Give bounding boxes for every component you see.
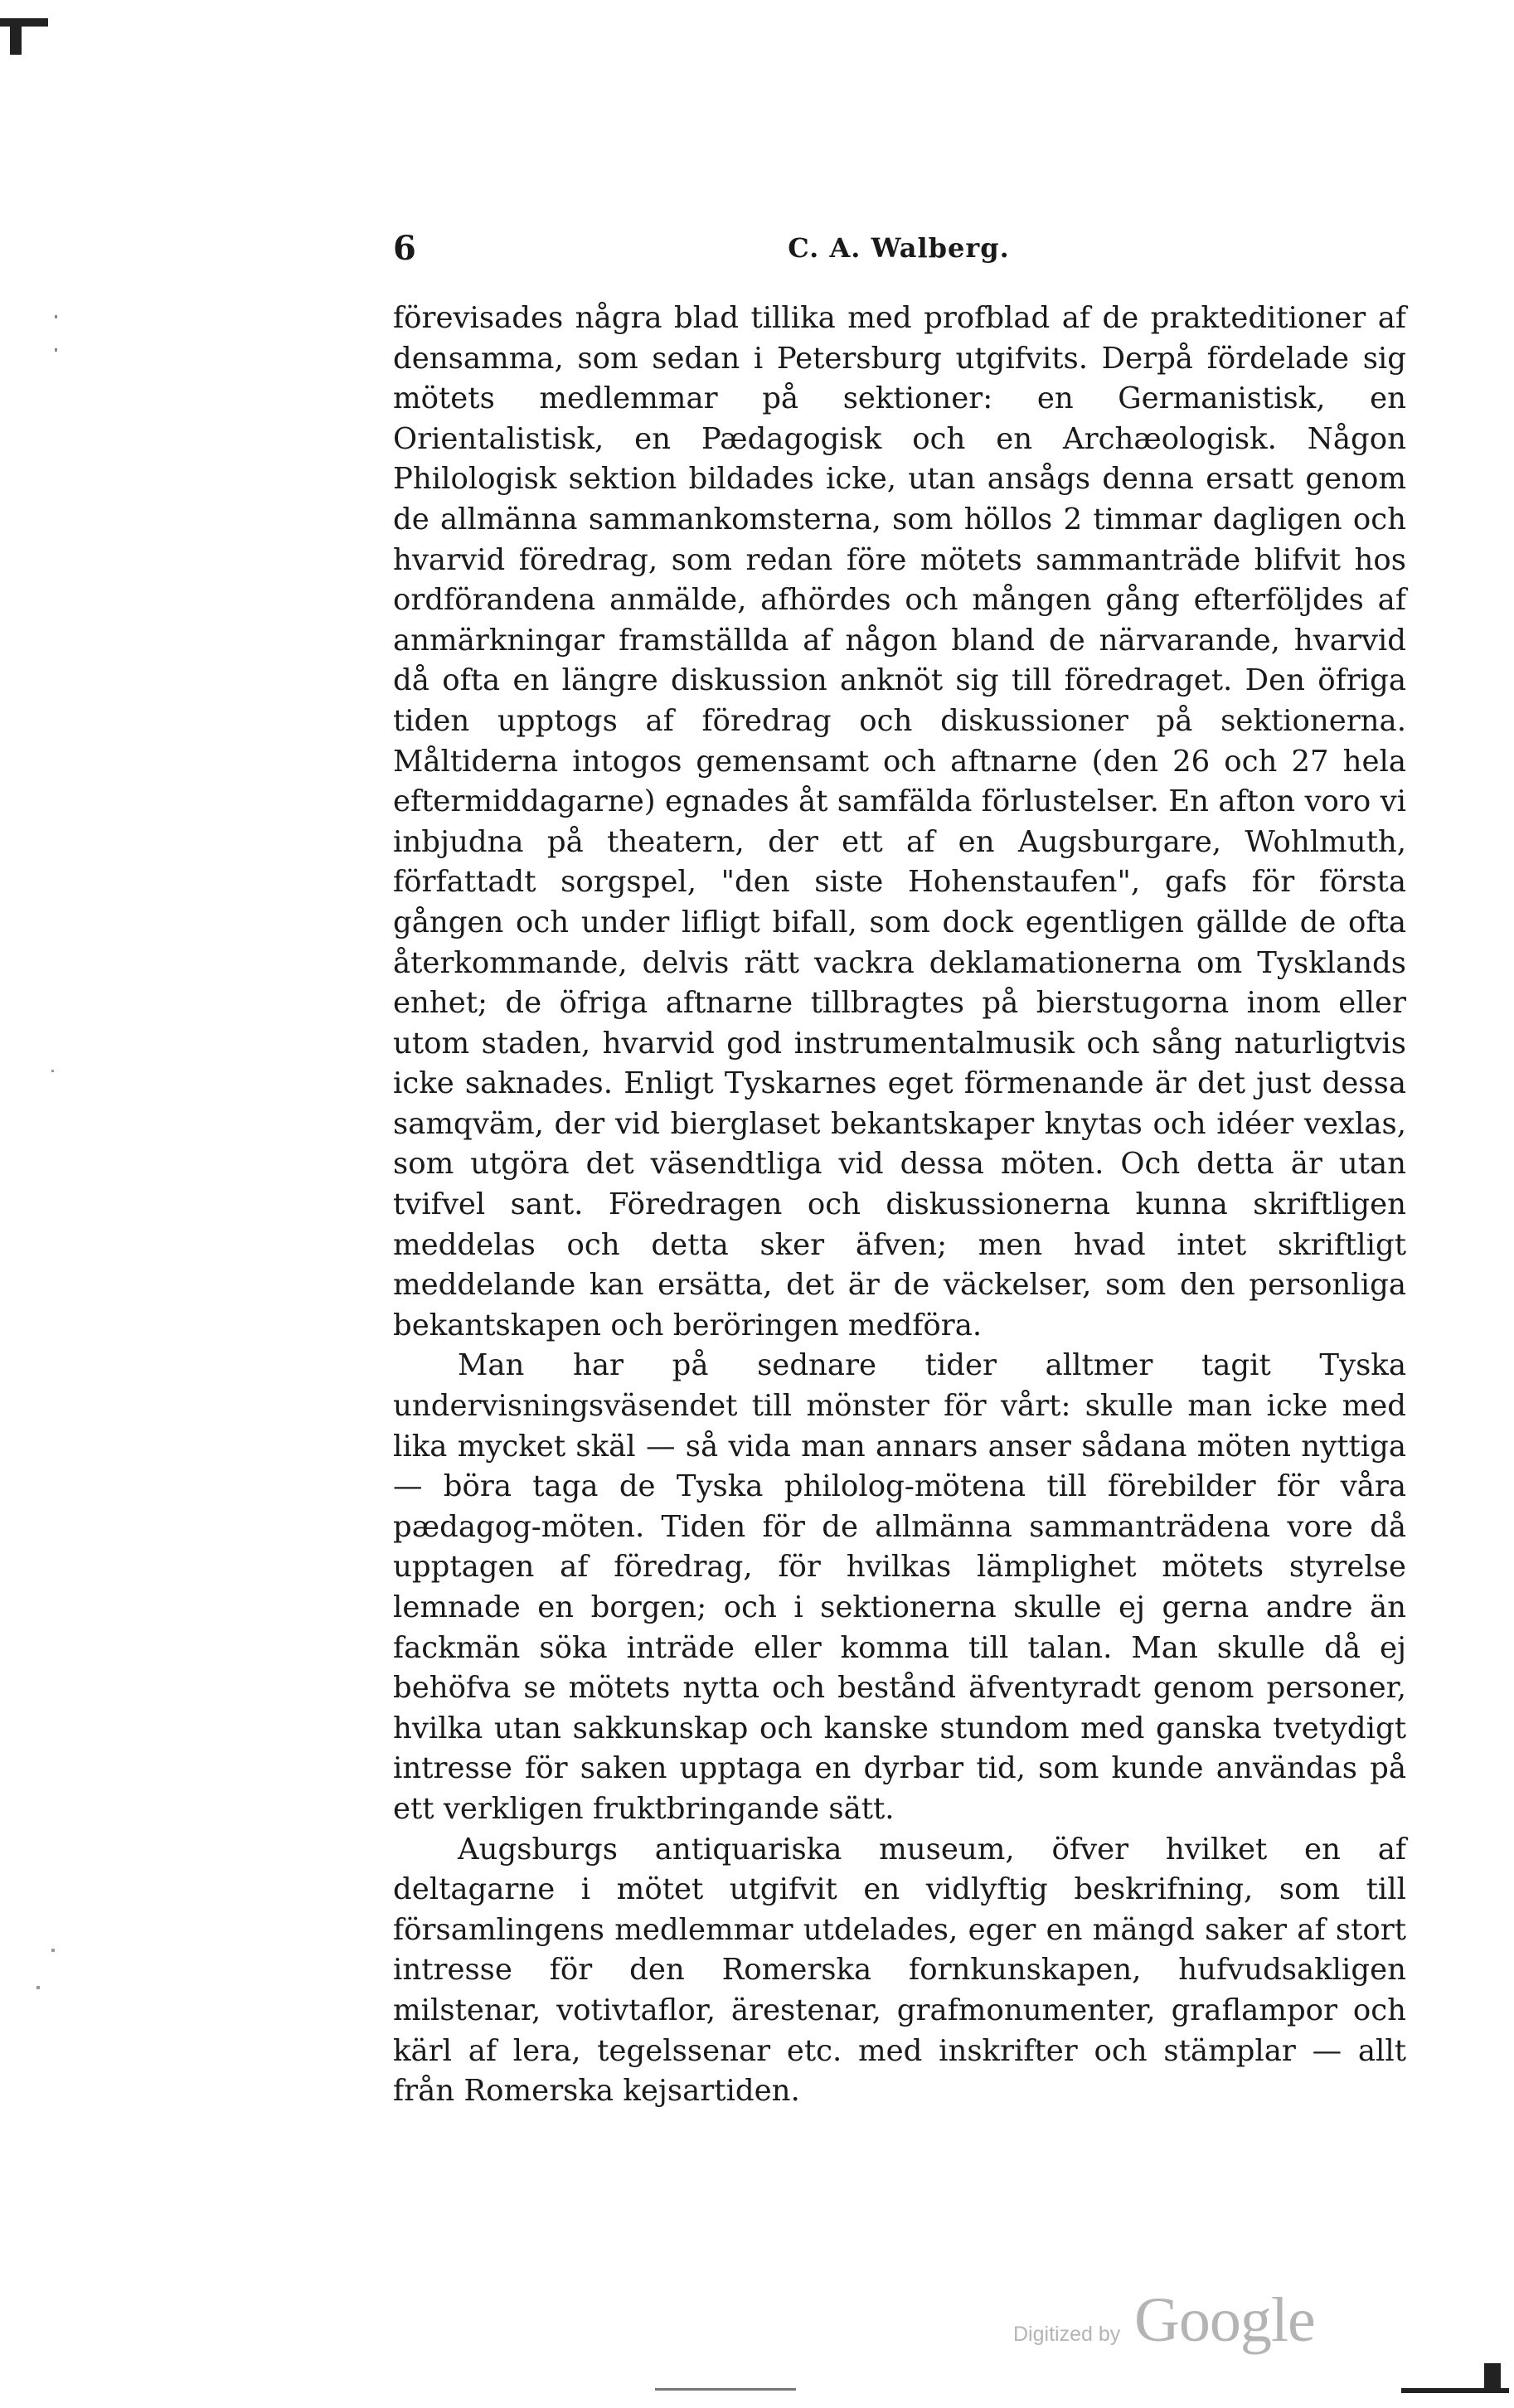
google-logo: Google [1134,2285,1315,2355]
page-header [393,229,1405,279]
scan-corner-mark-stem [10,23,22,55]
paragraph-2: Man har på sednare tider alltmer tagit Tyska undervisningsväsendet till mönster för vårt: skulle man icke med lika mycket skäl — så vida man annars anser sådana möten nyttiga — böra taga de Tyska philolog-mötena till förebilder för våra pædagog-möten. Tiden för de allmänna sammanträdena vore då upptagen af föredrag, för hvilkas lämplighet mötets styrelse lemnade en borgen; och i sektionerna skulle ej gerna andre än fackmän söka inträde eller komma till talan. Man skulle då ej behöfva se mötets nytta och bestånd äfventyradt genom personer, hvilka utan sakkunskap och kanske stundom med ganska tvetydigt intresse för saken upptaga en dyrbar tid, som kunde användas på ett verkligen fruktbringande sätt. [393,1348,1406,1826]
scan-bottom-dash [655,2388,796,2391]
watermark-prefix: Digitized by [1013,2323,1121,2346]
scan-dot [51,1070,54,1072]
scan-dot [55,348,57,352]
digitized-by-google-watermark [1013,2284,1428,2359]
paragraph-1: förevisades några blad tillika med profblad af de prakteditioner af densamma, som sedan i Petersburg utgifvits. Derpå fördelade sig mötets medlemmar på sektioner: en Germanistisk, en Orientalistisk, en Pædagogisk och en Archæologisk. Någon Philologisk sektion bildades icke, utan ansågs denna ersatt genom de allmänna sammankomsterna, som höllos 2 timmar dagligen och hvarvid föredrag, som redan före mötets sammanträde blifvit hos ordförandena anmälde, afhördes och mången gång efterföljdes af anmärkningar framställda af någon bland de närvarande, hvarvid då ofta en längre diskussion anknöt sig till föredraget. Den öfriga tiden upptogs af föredrag och diskussioner på sektionerna. Måltiderna intogos gemensamt och aftnarne (den 26 och 27 hela eftermiddagarne) egnades åt samfälda förlustelser. En afton voro vi inbjudna på theatern, der ett af en Augsburgare, Wohlmuth, författadt sorgspel, "den siste Hohenstaufen", gafs för första gången och under lifligt bifall, som dock egentligen gällde de ofta återkommande, delvis rätt vackra deklamationerna om Tysklands enhet; de öfriga aftnarne tillbragtes på bierstugorna inom eller utom staden, hvarvid god instrumentalmusik och sång naturligtvis icke saknades. Enligt Tyskarnes eget förmenande är det just dessa samqväm, der vid bierglaset bekantskaper knytas och idéer vexlas, som utgöra det väsendtliga vid dessa möten. Och detta är utan tvifvel sant. Föredragen och diskussionerna kunna skriftligen meddelas och detta sker äfven; men hvad intet skriftligt meddelande kan ersätta, det är de väckelser, som den personliga bekantskapen och beröringen medföra. [393,301,1406,1342]
page-number: 6 [393,229,416,268]
running-head: C. A. Walberg. [788,232,1010,264]
scan-corner-mark [0,18,48,27]
scan-dot [51,1949,55,1952]
body-text [393,299,1406,2112]
scan-dot [36,1986,40,1989]
scan-dot [55,315,57,318]
paragraph-3: Augsburgs antiquariska museum, öfver hvilket en af deltagarne i mötet utgifvit en vidlyftig beskrifning, som till församlingens medlemmar utdelades, eger en mängd saker af stort intresse för den Romerska fornkunskapen, hufvudsakligen milstenar, votivtaflor, ärestenar, grafmonumenter, graflampor och kärl af lera, tegelssenar etc. med inskrifter och stämplar — allt från Romerska kejsartiden. [393,1832,1406,2109]
scan-bottom-mark [1484,2363,1501,2393]
